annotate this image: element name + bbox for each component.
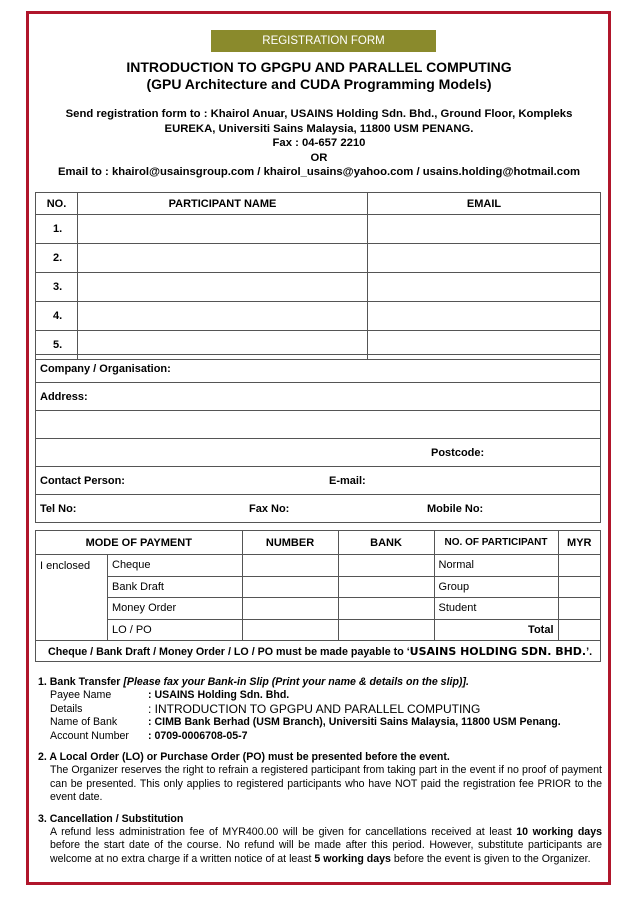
course-title: INTRODUCTION TO GPGPU AND PARALLEL COMPUTING xyxy=(126,59,512,75)
cancellation-text: A refund less administration fee of MYR400.00 will be given for cancellations received at least xyxy=(50,826,517,839)
bank-field[interactable] xyxy=(338,576,434,598)
category-group: Group xyxy=(434,576,558,598)
participant-name-field[interactable] xyxy=(78,302,368,331)
bank-detail-row xyxy=(38,716,602,729)
row-number: 2. xyxy=(36,244,78,273)
payment-method-bank-draft[interactable]: Bank Draft xyxy=(108,576,243,598)
bank-detail-value: : CIMB Bank Berhad (USM Branch), Universiti Sains Malaysia, 11800 USM Penang. xyxy=(148,716,561,729)
header-no: NO. xyxy=(36,193,78,215)
participant-table xyxy=(35,192,601,360)
participant-email-field[interactable] xyxy=(368,244,601,273)
table-row xyxy=(36,555,601,577)
number-field[interactable] xyxy=(242,598,338,620)
course-subtitle: (GPU Architecture and CUDA Programming Models) xyxy=(146,76,492,92)
email-addresses: Email to : khairol@usainsgroup.com / khairol_usains@yahoo.com / usains.holding@hotmail.com xyxy=(57,166,581,179)
cancellation-heading: 3. Cancellation / Substitution xyxy=(38,812,184,825)
header-bank: BANK xyxy=(338,531,434,555)
table-row xyxy=(36,273,601,302)
table-row xyxy=(36,598,601,620)
contact-person-label: Contact Person: xyxy=(40,474,125,487)
address-field[interactable]: Address: xyxy=(36,383,601,411)
cancellation-body xyxy=(38,826,602,866)
phone-row[interactable] xyxy=(36,495,601,523)
payment-method-cheque[interactable]: Cheque xyxy=(108,555,243,577)
bank-detail-row xyxy=(38,730,602,743)
contact-email-label: E-mail: xyxy=(329,474,366,487)
postcode-label: Postcode: xyxy=(431,446,485,459)
total-myr-field[interactable] xyxy=(558,619,600,641)
row-number: 4. xyxy=(36,302,78,331)
header-participant-name: PARTICIPANT NAME xyxy=(78,193,368,215)
substitution-days: 5 working days xyxy=(314,852,391,865)
payable-note-text: Cheque / Bank Draft / Money Order / LO / PO must be made payable to ‘ xyxy=(48,645,410,658)
table-row xyxy=(36,576,601,598)
lo-po-body: The Organizer reserves the right to refrain a registered participant from taking part in the event if no proof of payment can be presented. This only applies to registered participants who have NOT paid the registration fee PRIOR to the event date. xyxy=(50,764,602,804)
myr-field[interactable] xyxy=(558,598,600,620)
myr-field[interactable] xyxy=(558,576,600,598)
participant-name-field[interactable] xyxy=(78,244,368,273)
table-row xyxy=(36,619,601,641)
participant-name-field[interactable] xyxy=(78,215,368,244)
number-field[interactable] xyxy=(242,555,338,577)
header-no-of-participant: NO. OF PARTICIPANT xyxy=(434,531,558,555)
header-number: NUMBER xyxy=(242,531,338,555)
table-row xyxy=(36,215,601,244)
category-normal: Normal xyxy=(434,555,558,577)
participant-name-field[interactable] xyxy=(78,273,368,302)
myr-field[interactable] xyxy=(558,555,600,577)
payable-note xyxy=(36,641,601,662)
bank-detail-label: Account Number xyxy=(50,729,129,742)
number-field[interactable] xyxy=(242,619,338,641)
payment-method-money-order[interactable]: Money Order xyxy=(108,598,243,620)
bank-detail-row xyxy=(38,703,602,716)
row-number: 1. xyxy=(36,215,78,244)
lo-po-heading: 2. A Local Order (LO) or Purchase Order (PO) must be presented before the event. xyxy=(38,751,450,764)
contact-row[interactable] xyxy=(36,467,601,495)
terms-sections xyxy=(38,676,602,866)
organisation-info-table xyxy=(35,354,601,523)
number-field[interactable] xyxy=(242,576,338,598)
bank-detail-label: Details xyxy=(50,702,83,715)
mobile-label: Mobile No: xyxy=(427,502,484,515)
bank-detail-label: Payee Name xyxy=(50,689,112,702)
cancellation-days: 10 working days xyxy=(516,826,602,839)
bank-transfer-heading: 1. Bank Transfer xyxy=(38,676,124,688)
cancellation-text: before the start date of the course. No refund will be made after this period. However, substitute participants are welcome at no extra charge if a written notice of at least xyxy=(50,839,602,865)
participant-email-field[interactable] xyxy=(368,273,601,302)
bank-detail-row xyxy=(38,689,602,702)
form-banner: REGISTRATION FORM xyxy=(211,30,436,52)
table-row xyxy=(36,244,601,273)
header-myr: MYR xyxy=(558,531,600,555)
bank-field[interactable] xyxy=(338,598,434,620)
bank-detail-value: : 0709-0006708-05-7 xyxy=(148,729,248,742)
fax-number: Fax : 04-657 2210 xyxy=(272,137,366,150)
total-label: Total xyxy=(434,619,558,641)
i-enclosed-label: I enclosed xyxy=(36,555,108,641)
payee-company: USAINS HOLDING SDN. BHD. xyxy=(409,644,587,658)
row-number: 3. xyxy=(36,273,78,302)
header-email: EMAIL xyxy=(368,193,601,215)
payment-method-lo-po[interactable]: LO / PO xyxy=(108,619,243,641)
bank-field[interactable] xyxy=(338,619,434,641)
send-instructions xyxy=(30,107,608,180)
bank-field[interactable] xyxy=(338,555,434,577)
cancellation-text: before the event is given to the Organizer. xyxy=(390,852,591,865)
postcode-field[interactable] xyxy=(36,439,601,467)
header-mode-of-payment: MODE OF PAYMENT xyxy=(36,531,243,555)
payable-note-end: ’. xyxy=(586,645,593,658)
participant-email-field[interactable] xyxy=(368,302,601,331)
or-separator: OR xyxy=(310,151,328,164)
bank-detail-value: : INTRODUCTION TO GPGPU AND PARALLEL COMPUTING xyxy=(148,701,481,716)
bank-detail-label: Name of Bank xyxy=(50,716,118,729)
bank-transfer-note: [Please fax your Bank-in Slip (Print your name & details on the slip)]. xyxy=(123,676,469,688)
row-number: 5. xyxy=(36,331,78,360)
section-bank-transfer xyxy=(38,676,602,689)
company-field[interactable]: Company / Organisation: xyxy=(36,355,601,383)
send-address-line1: Send registration form to : Khairol Anuar, USAINS Holding Sdn. Bhd., Ground Floor, Kompleks xyxy=(65,108,573,120)
address-field-line2[interactable] xyxy=(36,411,601,439)
tel-label: Tel No: xyxy=(40,502,77,515)
fax-label: Fax No: xyxy=(249,502,290,515)
bank-detail-value: : USAINS Holding Sdn. Bhd. xyxy=(148,689,290,702)
payment-table xyxy=(35,530,601,662)
table-row xyxy=(36,302,601,331)
send-address-line2: EUREKA, Universiti Sains Malaysia, 11800 USM PENANG. xyxy=(164,122,474,135)
category-student: Student xyxy=(434,598,558,620)
participant-email-field[interactable] xyxy=(368,215,601,244)
